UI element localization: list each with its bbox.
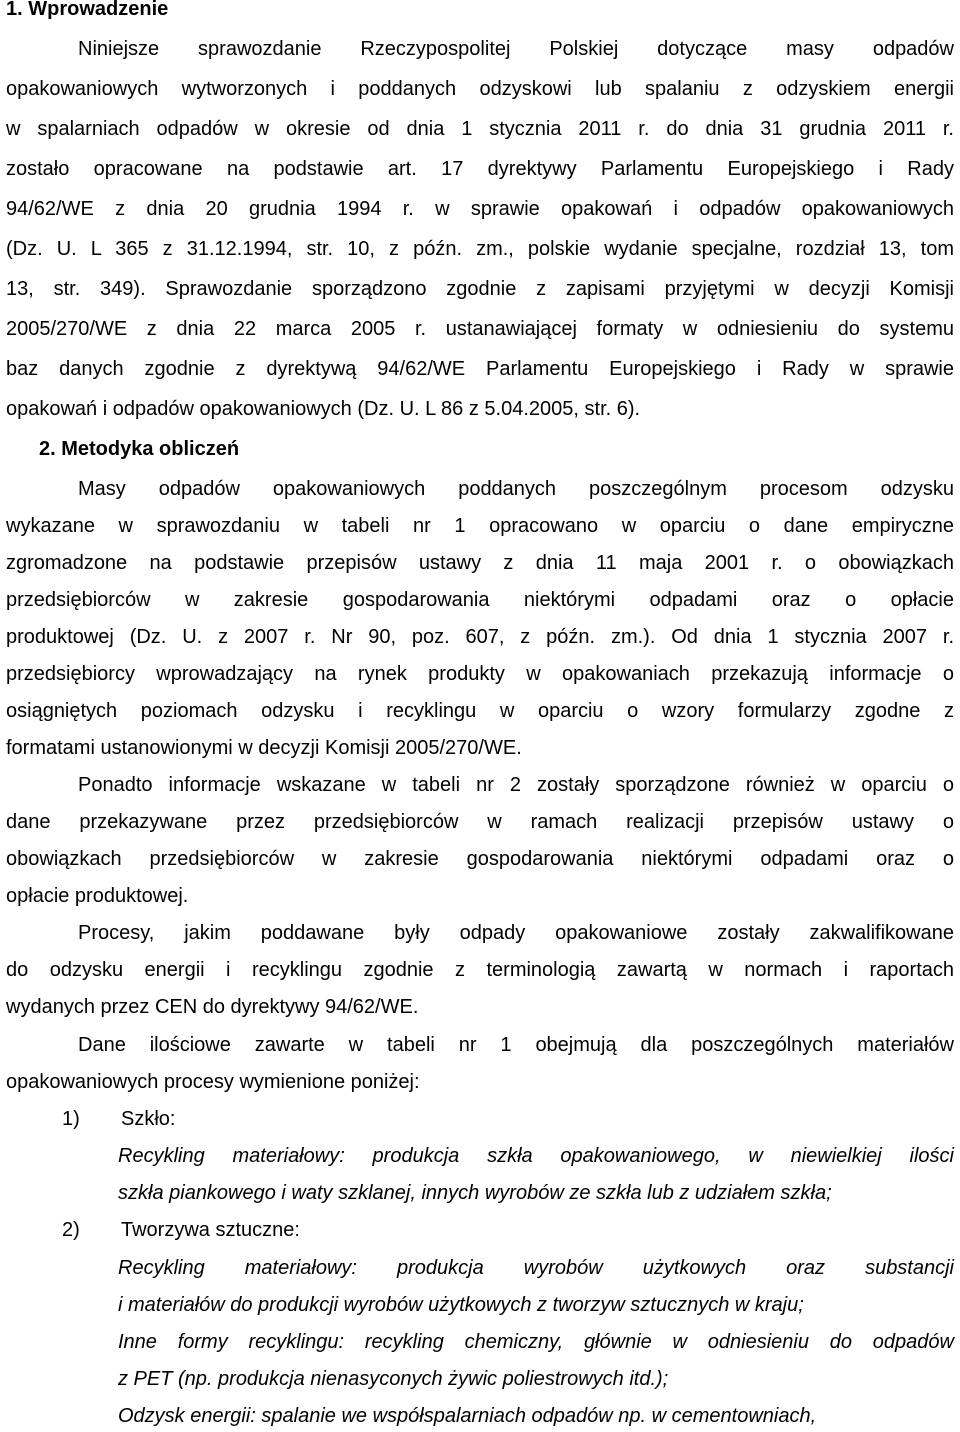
paragraph-line: Ponadto informacje wskazane w tabeli nr 2 zostały sporządzone również w oparciu o [78,774,954,796]
paragraph-line: opłacie produktowej. [6,885,189,907]
paragraph-line: 13, str. 349). Sprawozdanie sporządzono zgodnie z zapisami przyjętymi w decyzji Komisji [6,278,954,300]
paragraph-line: 94/62/WE z dnia 20 grudnia 1994 r. w sprawie opakowań i odpadów opakowaniowych [6,198,954,220]
paragraph-line: przedsiębiorcy wprowadzający na rynek produkty w opakowaniach przekazują informacje o [6,663,954,685]
paragraph-line: przedsiębiorców w zakresie gospodarowania niektórymi odpadami oraz o opłacie [6,589,954,611]
list-item-line: Recykling materiałowy: produkcja wyrobów użytkowych oraz substancji [118,1257,954,1279]
paragraph-line: do odzysku energii i recyklingu zgodnie z terminologią zawartą w normach i raportach [6,959,954,981]
list-item-number: 1) [62,1108,80,1130]
paragraph-line: produktowej (Dz. U. z 2007 r. Nr 90, poz. 607, z późn. zm.). Od dnia 1 stycznia 2007 r. [6,626,954,648]
list-item-line: Inne formy recyklingu: recykling chemiczny, głównie w odniesieniu do odpadów [118,1331,954,1353]
paragraph-line: opakowaniowych procesy wymienione poniżej: [6,1071,420,1093]
paragraph-line: opakowań i odpadów opakowaniowych (Dz. U. L 86 z 5.04.2005, str. 6). [6,398,641,420]
paragraph-line: formatami ustanowionymi w decyzji Komisji 2005/270/WE. [6,737,522,759]
list-item-line: szkła piankowego i waty szklanej, innych wyrobów ze szkła lub z udziałem szkła; [118,1182,832,1204]
paragraph-line: zostało opracowane na podstawie art. 17 dyrektywy Parlamentu Europejskiego i Rady [6,158,954,180]
paragraph-line: w spalarniach odpadów w okresie od dnia 1 stycznia 2011 r. do dnia 31 grudnia 2011 r. [6,118,954,140]
paragraph-line: zgromadzone na podstawie przepisów ustawy z dnia 11 maja 2001 r. o obowiązkach [6,552,954,574]
paragraph-line: wydanych przez CEN do dyrektywy 94/62/WE. [6,996,419,1018]
paragraph-line: wykazane w sprawozdaniu w tabeli nr 1 opracowano w oparciu o dane empiryczne [6,515,954,537]
list-item-line: i materiałów do produkcji wyrobów użytkowych z tworzyw sztucznych w kraju; [118,1294,804,1316]
list-item-title: Tworzywa sztuczne: [121,1219,300,1241]
paragraph-line: opakowaniowych wytworzonych i poddanych odzyskowi lub spalaniu z odzyskiem energii [6,78,954,100]
list-item-number: 2) [62,1219,80,1241]
paragraph-line: 2005/270/WE z dnia 22 marca 2005 r. ustanawiającej formaty w odniesieniu do systemu [6,318,954,340]
list-item-line: z PET (np. produkcja nienasyconych żywic poliestrowych itd.); [118,1368,669,1390]
list-item-line: Recykling materiałowy: produkcja szkła opakowaniowego, w niewielkiej ilości [118,1145,954,1167]
paragraph-line: osiągniętych poziomach odzysku i recyklingu w oparciu o wzory formularzy zgodne z [6,700,954,722]
list-item-line: Odzysk energii: spalanie we współspalarniach odpadów np. w cementowniach, [118,1405,817,1427]
section-2-heading: 2. Metodyka obliczeń [39,438,240,460]
section-1-heading: 1. Wprowadzenie [6,0,169,20]
paragraph-line: Niniejsze sprawozdanie Rzeczypospolitej Polskiej dotyczące masy odpadów [78,38,954,60]
paragraph-line: dane przekazywane przez przedsiębiorców w ramach realizacji przepisów ustawy o [6,811,954,833]
paragraph-line: obowiązkach przedsiębiorców w zakresie gospodarowania niektórymi odpadami oraz o [6,848,954,870]
paragraph-line: Masy odpadów opakowaniowych poddanych poszczególnym procesom odzysku [78,478,954,500]
paragraph-line: (Dz. U. L 365 z 31.12.1994, str. 10, z późn. zm., polskie wydanie specjalne, rozdział 13, tom [6,238,954,260]
list-item-title: Szkło: [121,1108,176,1130]
paragraph-line: Dane ilościowe zawarte w tabeli nr 1 obejmują dla poszczególnych materiałów [78,1034,954,1056]
paragraph-line: baz danych zgodnie z dyrektywą 94/62/WE Parlamentu Europejskiego i Rady w sprawie [6,358,954,380]
paragraph-line: Procesy, jakim poddawane były odpady opakowaniowe zostały zakwalifikowane [78,922,954,944]
